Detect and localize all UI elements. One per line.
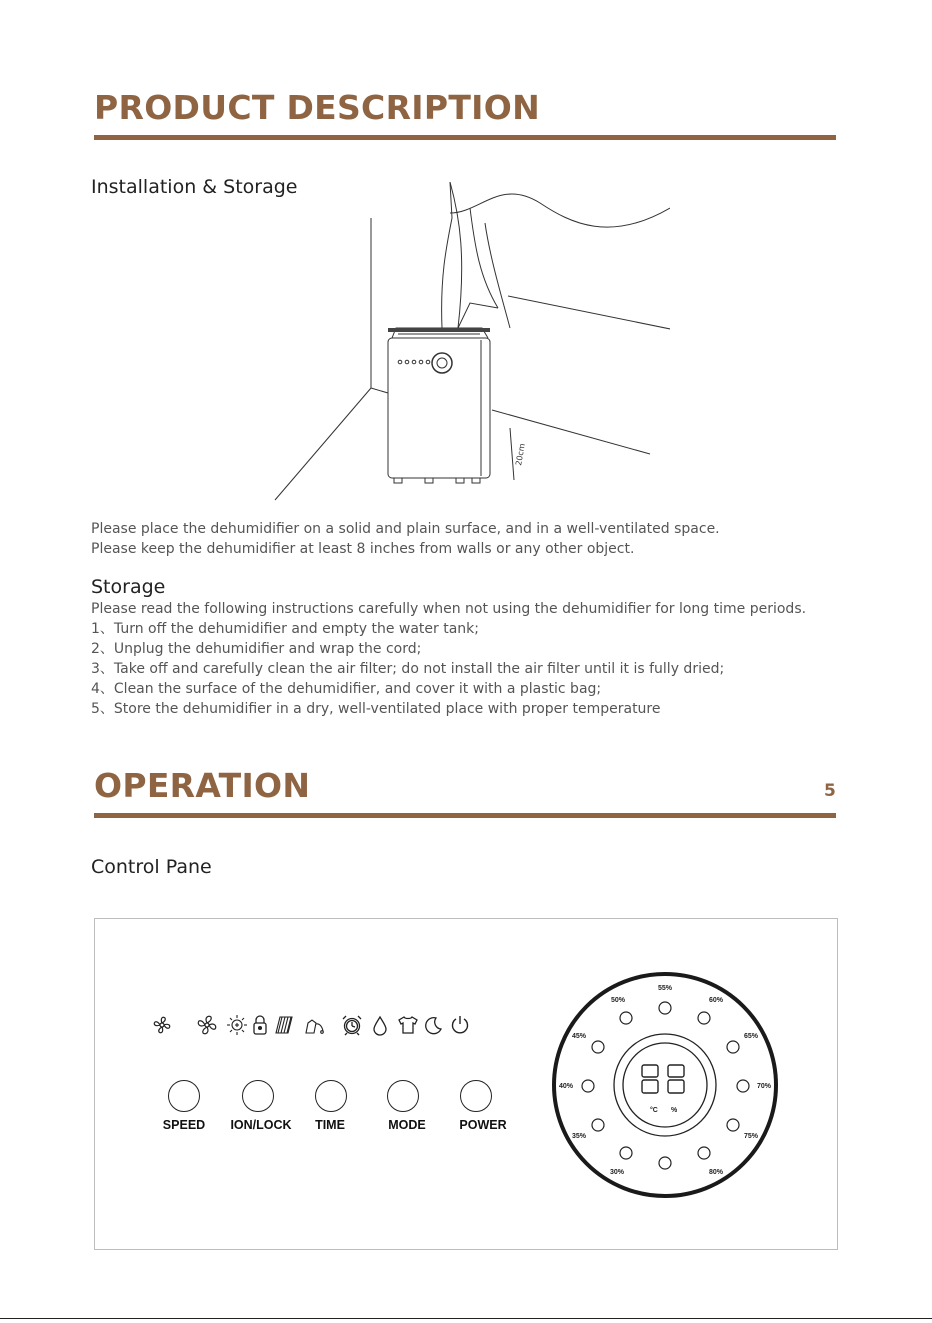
led-80 — [698, 1147, 710, 1159]
label-65: 65% — [744, 1033, 759, 1040]
time-button[interactable] — [315, 1080, 347, 1112]
section-divider-2 — [94, 813, 836, 818]
led-35 — [592, 1119, 604, 1131]
label-80: 80% — [709, 1169, 724, 1176]
label-45: 45% — [572, 1033, 587, 1040]
installation-heading: Installation & Storage — [91, 176, 298, 198]
power-button[interactable] — [460, 1080, 492, 1112]
filter-icon — [274, 1015, 294, 1035]
laundry-cup-icon — [304, 1017, 326, 1035]
lock-icon — [251, 1014, 269, 1036]
installation-line-2: Please keep the dehumidifier at least 8 inches from walls or any other object. — [91, 541, 635, 557]
label-40: 40% — [559, 1083, 574, 1090]
led-55 — [659, 1002, 671, 1014]
distance-label: 20cm — [514, 442, 527, 467]
power-icon — [449, 1014, 471, 1036]
mode-label: MODE — [388, 1118, 426, 1132]
led-30 — [620, 1147, 632, 1159]
storage-item-1: 1、Turn off the dehumidifier and empty the water tank; — [91, 621, 479, 637]
ion-lock-button[interactable] — [242, 1080, 274, 1112]
mode-button[interactable] — [387, 1080, 419, 1112]
label-50: 50% — [611, 997, 626, 1004]
storage-item-3: 3、Take off and carefully clean the air filter; do not install the air filter until it is fully dried; — [91, 661, 725, 677]
shirt-icon — [397, 1014, 419, 1036]
section-title-operation: OPERATION — [94, 766, 311, 805]
led-60 — [698, 1012, 710, 1024]
section-divider — [94, 135, 836, 140]
unit-percent: % — [671, 1107, 678, 1114]
storage-item-4: 4、Clean the surface of the dehumidifier, and cover it with a plastic bag; — [91, 681, 602, 697]
control-pane-heading: Control Pane — [91, 856, 212, 878]
speed-button[interactable] — [168, 1080, 200, 1112]
water-drop-icon — [372, 1014, 388, 1036]
label-55: 55% — [658, 985, 673, 992]
storage-item-2: 2、Unplug the dehumidifier and wrap the cord; — [91, 641, 422, 657]
led-65 — [727, 1041, 739, 1053]
section-title-product-description: PRODUCT DESCRIPTION — [94, 88, 541, 127]
led-center-bottom — [659, 1157, 671, 1169]
unit-celsius: °C — [650, 1107, 658, 1114]
footer-rule — [0, 1318, 932, 1319]
storage-heading: Storage — [91, 576, 166, 598]
fan-low-icon — [151, 1014, 173, 1036]
page-number: 5 — [824, 781, 836, 801]
label-70: 70% — [757, 1083, 772, 1090]
speed-label: SPEED — [162, 1118, 206, 1132]
led-50 — [620, 1012, 632, 1024]
led-70 — [737, 1080, 749, 1092]
fan-high-icon — [196, 1014, 218, 1036]
moon-icon — [424, 1015, 444, 1035]
installation-line-1: Please place the dehumidifier on a solid and plain surface, and in a well-ventilated space. — [91, 521, 720, 537]
ion-icon — [226, 1014, 248, 1036]
ion-lock-label: ION/LOCK — [230, 1118, 292, 1132]
storage-intro: Please read the following instructions carefully when not using the dehumidifier for long time periods. — [91, 601, 807, 617]
led-45 — [592, 1041, 604, 1053]
power-label: POWER — [459, 1118, 507, 1132]
led-75 — [727, 1119, 739, 1131]
label-75: 75% — [744, 1133, 759, 1140]
label-35: 35% — [572, 1133, 587, 1140]
control-panel — [94, 918, 838, 1250]
alarm-clock-icon — [340, 1013, 364, 1037]
led-40 — [582, 1080, 594, 1092]
label-30: 30% — [610, 1169, 625, 1176]
time-label: TIME — [315, 1118, 345, 1132]
installation-illustration — [270, 178, 670, 508]
digit-display — [642, 1065, 684, 1093]
humidity-dial — [550, 970, 780, 1200]
storage-item-5: 5、Store the dehumidifier in a dry, well-ventilated place with proper temperature — [91, 701, 661, 717]
label-60: 60% — [709, 997, 724, 1004]
